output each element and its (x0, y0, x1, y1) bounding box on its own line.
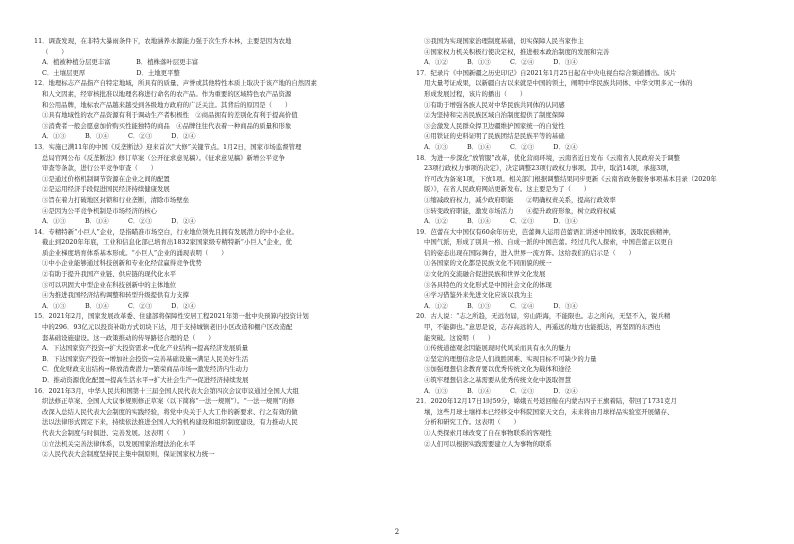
q13-statement: ④是因为公平竞争机制是市场经济的核心 (42, 206, 158, 215)
q13-statement: ②是运用经济手段促进国民经济持续健康发展 (42, 185, 170, 194)
q16-statement: ②人民代表大会制度坚持民主集中制原则，保证国家权力统一 (42, 450, 215, 459)
q16-stem: 改深入总结人民代表大会制度的实践经验，将党中央关于人大工作的新要求、行之有效的做 (42, 407, 298, 416)
q18-stem: 版）》，在省人民政府网站更新发布。这主要是为了（ ） (424, 185, 591, 194)
q13-statement: ③旨在着力打破地区封锁和行业垄断，清除市场壁垒 (42, 195, 189, 204)
q18-statement: ③转变政府职能，激发市场活力 ④提升政府形象，树立政府权威 (424, 206, 616, 215)
q19-statement: ③各具特色的文化形式是中国社会文化的体现 (424, 280, 552, 289)
q19-stem: 信的姿态出现在国际舞台，进入世界一流方阵。这给我们的启示是（ ） (424, 248, 635, 257)
q20-options: A．①③ B．①④ C．②③ D．②④ (424, 386, 578, 395)
q13-stem: 审查等条款，进行公平竞争审查（ ） (42, 164, 158, 173)
q12-stem: 和公用品牌，地标农产品越来越受到各级地方政府的广泛关注。其背后的原因是（ ） (42, 100, 292, 109)
q16-stem: 法以法律形式固定下来，持续依法推进全国人大的机构建设和组织制度建设，有力推动人民 (42, 418, 298, 427)
q13-options: A．①③ B．①④ C．②③ D．②④ (42, 217, 196, 226)
q16-stem: 代表大会制度与时俱进、完善发展。这表明（ ） (42, 428, 189, 437)
q13-stem: 13．实施已满11年的中国《反垄断法》迎来首次“大修”关键节点。1月2日，国家市场监督管理 (34, 142, 302, 151)
q17-statement: ④用铁证的史料证明了民族团结是民族平等的基础 (424, 132, 565, 141)
q11-options: A．植被种植分层更丰富 B．植株落叶层更丰富 (42, 58, 199, 67)
q21-stem: 21．2020年12月17日1时59分，嫦娥五号返回舱在内蒙古四子王旗着陆，带回了1731克月 (416, 397, 677, 406)
q14-statement: ③可以巩固大中型企业在科技创新中的主体地位 (42, 280, 177, 289)
q15-stem: 套基础设施建设。这一政策推动的传导路径合理的是（ ） (42, 333, 215, 342)
q14-statement: ②有助于提升我国产业链、供应链的现代化水平 (42, 270, 177, 279)
q20-stem: 20．古人说：“志之所趋，无远勿届，穷山距海，不能限也。志之所向，无坚不入，锐兵精 (416, 312, 671, 321)
q20-stem: 能突破。这说明（ ） (424, 333, 495, 342)
q18-stem: 23项行政权力事项的决定》，决定调整23项行政权力事项。其中，取消14项，承接3项， (424, 164, 673, 173)
q14-stem: 质企业梯度培育体系基本形成。“小巨人”企业的涌现表明（ ） (42, 248, 228, 257)
q16-stem: 织法修正草案、全国人大议事规则修正草案（以下简称“一法一规则”）。“一法一规则”的修 (42, 397, 295, 406)
q17-statement: ①有助于增强各族人民对中华民族共同体的认同感 (424, 100, 565, 109)
q16-statement: ①立法机关完善法律体系，以发展国家治理法治化水平 (42, 439, 196, 448)
q15-option-d: D．推动资源优化配置→提高生活水平→扩大社会生产→促进经济持续发展 (42, 376, 249, 384)
q14-stem: 截止到2020年年底，工业和信息化部已培育出1832家国家级专精特新“小巨人”企业，优 (42, 238, 292, 247)
q13-statement: ①是通过价格机制调节资源在企业之间的配置 (42, 174, 170, 183)
q17-statement: ②为坚持和完善民族区域自治制度提供了制度保障 (424, 111, 565, 120)
q20-statement: ②坚定的理想信念是人们战胜困难、实现目标不可缺少的力量 (424, 354, 597, 363)
q17-stem: 形成发展过程，该片的播出（ ） (424, 89, 527, 98)
q14-options: A．①③ B．①④ C．②③ D．②④ (42, 301, 196, 310)
q19-stem: 19．芭蕾在大中国仅有60余年历史，芭蕾舞人运用芭蕾语汇讲述中国故事，汲取民族精神， (416, 227, 676, 236)
q11-stem: （ ） (42, 47, 68, 56)
q15-option-a: A．下达国家资产投资→扩大投资需求→优化产业结构→提高经济发展质量 (42, 344, 249, 353)
q14-statement: ①中小企业能够通过科技创新和专业化经营赢得竞争优势 (42, 259, 202, 268)
q20-statement: ③加强理想信念教育要以优秀传统文化为载体和途径 (424, 365, 571, 374)
q15-stem: 中的296．93亿元以投资补助方式切块下达，用于支持城镇老旧小区改造和棚户区改造配 (42, 323, 293, 332)
q18-stem: 18．为进一步深化“放管服”改革，优化营商环境，云南省近日发布《云南省人民政府关于调整 (416, 153, 680, 162)
q15-option-b: B．下达国家资产投资→增加社会投资→完善基础设施→满足人民美好生活 (42, 354, 249, 363)
right-column (416, 36, 756, 449)
q12-stem: 12．地理标志产品指产自特定地域，所具有的质量、声誉或其他特性本质上取决于该产地的自然因素 (34, 79, 317, 88)
q15-option-c: C．优化财政支出结构→释放消费潜力→繁荣商品市场→激发经济内生动力 (42, 365, 249, 374)
page-number: 2 (394, 528, 400, 536)
q21-statement: ②人们可以根据实践需要建立人为事物的联系 (424, 439, 552, 448)
q20-statement: ④筑牢理想信念之基需要从优秀传统文化中汲取智慧 (424, 376, 571, 384)
q21-stem: 分析和研究工作。这表明（ ） (424, 418, 520, 427)
q19-options: A．①② B．①③ C．②④ D．③④ (424, 301, 578, 310)
left-column (34, 36, 374, 460)
q17-options: A．①③ B．①④ C．②③ D．②④ (424, 142, 578, 151)
q16-statement: ④国家权力机关积极行使决定权，推进根本政治制度的发展和完善 (424, 47, 610, 56)
q14-statement: ④为推进我国经济结构调整和转型升级提供有力支撑 (42, 291, 189, 300)
q18-statement: ①缩减政府权力，减少政府职能 ②明确权责关系，提高行政效率 (424, 195, 616, 204)
q18-stem: 许可改为备案1项，下放1项。相关部门根据调整结果同步更新《云南省政务服务事项基本目录（2020年 (424, 174, 717, 183)
q13-stem: 总局官网公布《反垄断法》修订草案（公开征求意见稿）。《征求意见稿》新增公平竞争 (42, 153, 285, 162)
q12-statement: ③消费者一般会愿意加价购买性能独特的商品 ④品牌往往代表着一种商品的质量和形象 (42, 121, 292, 130)
q21-statement: ①人类探索月球改变了自在事物联系的客观性 (424, 428, 552, 437)
q17-stem: 用大量考证成果，以新疆自古以来就是中国的领土，阐明中华民族共同体、中华文明多元一体的 (424, 79, 693, 88)
q19-stem: 中国气派，形成了别具一格、自成一派的中国芭蕾。经过几代人探索，中国芭蕾正以更自 (424, 238, 674, 247)
q19-statement: ④学习借鉴外来先进文化应该以我为主 (424, 291, 533, 300)
q18-options: A．①② B．①④ C．②③ D．③④ (424, 217, 578, 226)
q11-options: C．土壤层更厚 D．土地更平整 (42, 68, 180, 77)
q17-stem: 17．纪录片《中国新疆之历史印记》自2021年1月25日起在中央电视台综合频道播出。该片 (416, 68, 677, 77)
q16-stem: 16．2021年3月，中华人民共和国第十三届全国人民代表大会第四次会议审议通过全国人大组 (34, 386, 299, 395)
q14-stem: 14．专精特新“小巨人”企业，是指瞄准市场空白，行业地位领先且拥有发展潜力的中小企业。 (34, 227, 298, 236)
q16-options: A．①② B．①③ C．②④ D．③④ (424, 58, 578, 67)
q12-options: A．①③ B．①④ C．②③ D．②④ (42, 132, 196, 141)
q19-statement: ②文化的交流融合促进民族和世界文化发展 (424, 270, 546, 279)
q15-stem: 15．2021年2月，国家发展改革委、住建部将保障性安居工程2021年第一批中央预算内投资计划 (34, 312, 309, 321)
q20-stem: 甲，不能御也。”意思是说，志存高远的人，再遥远的地方也能抵达，再坚固的东西也 (424, 323, 661, 332)
q20-statement: ①传统道德观念因能展现时代风采而具有永久的魅力 (424, 344, 571, 353)
q12-statement: ①具有地域性的农产品资源有利于调动生产者积极性 ②商品拥有的差别化有利于提高价值 (42, 111, 298, 120)
q11-stem: 11．调查发现，在非特大暴雨条件下，农地涵养水源能力强于次生乔木林，主要是因为农地 (34, 37, 292, 45)
q17-statement: ③会激发人民群众捍卫边疆维护国家统一的自觉性 (424, 121, 565, 130)
q12-stem: 和人文因素，经审核批准以地理名称进行命名的农产品。作为重要的区域特色农产品资源 (42, 89, 292, 98)
q16-statement: ③我国为实现国家治理制度基础，切实保障人民当家作主 (424, 37, 584, 45)
q21-stem: 壤，这些月球土壤样本已经移交中科院国家天文台，未来将由月球样品实验室开展储存、 (424, 407, 674, 416)
q19-statement: ①各国家的文化都是民族文化不同面貌的统一 (424, 259, 552, 268)
